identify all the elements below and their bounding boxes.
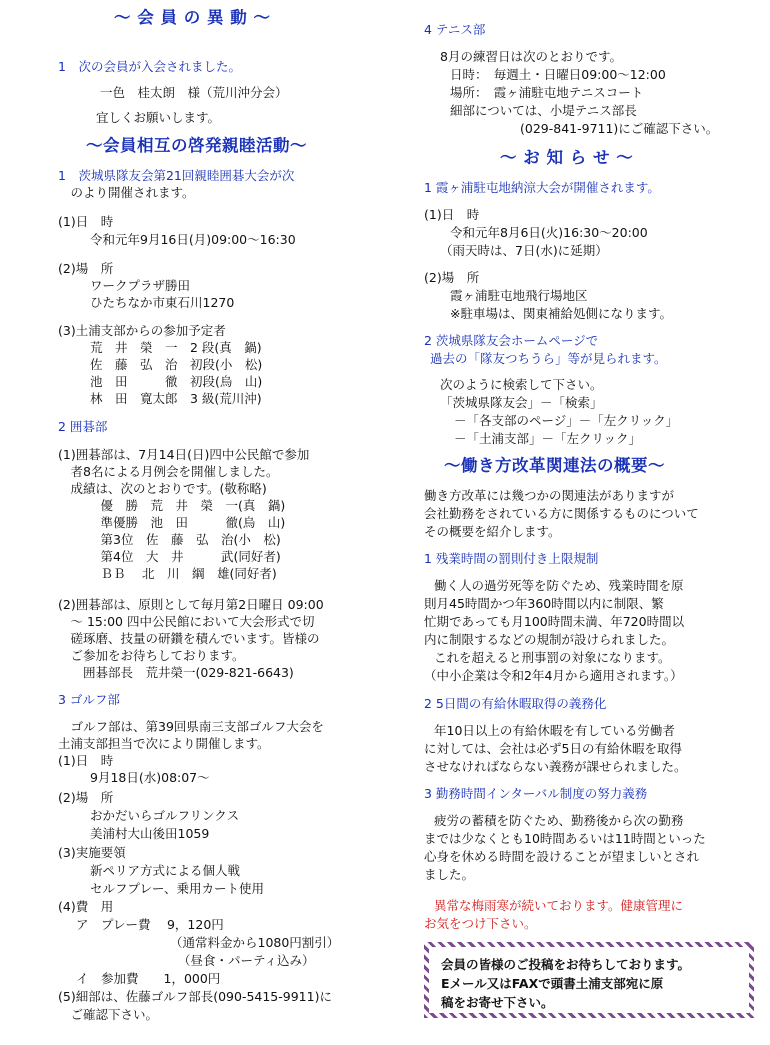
interval-text: 心身を休める時間を設けることが望ましいとされ	[424, 849, 700, 864]
label-datetime: (1)日 時	[58, 214, 114, 229]
overtime-text: 則月45時間かつ年360時間以内に制限、繁	[424, 596, 664, 611]
go-text: ～ 15:00 四中公民館において大会形式で切	[58, 614, 315, 629]
golf-procedure: 新ペリア方式による個人戦	[90, 863, 241, 878]
golf-discount-note: （通常料金から1080円割引）	[170, 935, 340, 950]
submission-text: 会員の皆様のご投稿をお待ちしております。	[441, 957, 691, 972]
interval-text: 疲労の蓄積を防ぐため、勤務後から次の勤務	[434, 813, 684, 828]
label-cost: (4)費 用	[58, 899, 114, 914]
go-text: 成績は、次のとおりです。(敬称略)	[58, 481, 267, 496]
label-place: (2)場 所	[424, 270, 480, 285]
participant: 林 田 寛太郎 3 級(荒川沖)	[90, 391, 262, 406]
go-text: 者8名による月例会を開催しました。	[58, 464, 279, 479]
result-row: 優 勝 荒 井 榮 一(真 鍋)	[88, 498, 286, 513]
festival-datetime: 令和元年8月6日(火)16:30～20:00	[450, 225, 648, 240]
item-paid-leave: 2 5日間の有給休暇取得の義務化	[424, 696, 607, 711]
go-text: (2)囲碁部は、原則として毎月第2日曜日 09:00	[58, 597, 324, 612]
go-datetime: 令和元年9月16日(月)09:00～16:30	[90, 232, 296, 247]
section-title-notices: ～ お 知 ら せ ～	[500, 148, 634, 167]
submission-text: 稿をお寄せ下さい。	[441, 995, 554, 1010]
go-club-leader: 囲碁部長 荒井榮一(029-821-6643)	[58, 665, 294, 680]
tennis-datetime: 日時： 毎週土・日曜日09:00～12:00	[450, 67, 666, 82]
item-go-tournament-cont: のより開催されます。	[58, 185, 195, 200]
golf-contact: (5)細部は、佐藤ゴルフ部長(090-5415-9911)に	[58, 989, 332, 1004]
participant: 荒 井 榮 一 2 段(真 鍋)	[90, 340, 262, 355]
reform-intro: 会社勤務をされている方に関係するものについて	[424, 506, 699, 521]
golf-place-name: おかだいらゴルフリンクス	[90, 808, 240, 823]
item-summer-festival: 1 霞ヶ浦駐屯地納涼大会が開催されます。	[424, 180, 660, 195]
go-place-name: ワークプラザ勝田	[90, 278, 191, 293]
festival-rain-note: （雨天時は、7日(水)に延期）	[440, 243, 608, 258]
interval-text: ました。	[424, 867, 475, 882]
label-place: (2)場 所	[58, 261, 114, 276]
go-text: ご参加をお待ちしております。	[58, 648, 245, 663]
participant: 佐 藤 弘 治 初段(小 松)	[90, 357, 263, 372]
label-procedure: (3)実施要領	[58, 845, 126, 860]
paid-leave-text: 年10日以上の有給休暇を有している労働者	[434, 723, 675, 738]
tennis-place: 場所： 霞ヶ浦駐屯地テニスコート	[450, 85, 644, 100]
golf-text: ゴルフ部は、第39回県南三支部ゴルフ大会を	[58, 719, 324, 734]
section-title-member-changes: ～ 会 員 の 異 動 ～	[114, 8, 271, 27]
label-datetime: (1)日 時	[424, 207, 480, 222]
paid-leave-text: させなければならない義務が課せられました。	[424, 759, 687, 774]
go-place-address: ひたちなか市東石川1270	[90, 295, 235, 310]
reform-intro: 働き方改革には幾つかの関連法がありますが	[424, 488, 675, 503]
item-homepage: 2 茨城県隊友会ホームページで	[424, 333, 599, 348]
participant: 池 田 徹 初段(烏 山)	[90, 374, 263, 389]
festival-place: 霞ヶ浦駐屯地飛行場地区	[450, 288, 588, 303]
golf-play-fee: ア プレー費 9，120円	[76, 917, 224, 932]
festival-parking-note: ※駐車場は、関東補給処側になります。	[450, 306, 672, 321]
overtime-text: 働く人の過労死等を防ぐため、残業時間を原	[434, 578, 684, 593]
tennis-contact: 細部については、小堤テニス部長	[450, 103, 637, 118]
item-new-member: 1 次の会員が入会されました。	[58, 59, 241, 74]
label-participants: (3)土浦支部からの参加予定者	[58, 323, 226, 338]
item-overtime-limit: 1 残業時間の罰則付き上限規制	[424, 551, 599, 566]
golf-entry-fee: イ 参加費 1，000円	[76, 971, 221, 986]
item-homepage-cont: 過去の「隊友つちうら」等が見られます。	[430, 351, 667, 366]
label-place: (2)場 所	[58, 790, 114, 805]
tennis-contact-phone: (029-841-9711)にご確認下さい。	[520, 121, 719, 136]
search-step: 「茨城県隊友会」－「検索」	[440, 395, 603, 410]
reform-intro: その概要を紹介します。	[424, 524, 561, 539]
section-title-work-reform: ～働き方改革関連法の概要～	[444, 456, 665, 475]
go-text: 磋琢磨、技量の研鑽を積んでいます。皆様の	[58, 631, 320, 646]
golf-datetime: 9月18日(水)08:07～	[90, 770, 210, 785]
golf-contact-cont: ご確認下さい。	[58, 1007, 159, 1022]
tennis-text: 8月の練習日は次のとおりです。	[440, 49, 622, 64]
section-title-activities: ～会員相互の啓発親睦活動～	[86, 136, 307, 155]
golf-place-address: 美浦村大山後田1059	[90, 826, 210, 841]
subsection-golf-club: 3 ゴルフ部	[58, 692, 120, 707]
greeting: 宜しくお願いします。	[96, 110, 221, 125]
new-member-name: 一色 桂太朗 様（荒川沖分会）	[100, 85, 288, 100]
submission-text: Eメール又はFAXで頭書土浦支部宛に原	[441, 976, 664, 991]
overtime-text: これを超えると刑事罰の対象になります。	[434, 650, 671, 665]
golf-meal-note: （昼食・パーティ込み）	[178, 953, 315, 968]
health-notice-cont: お気をつけ下さい。	[424, 916, 537, 931]
overtime-text: 忙期であっても月100時間未満、年720時間以	[424, 614, 685, 629]
item-work-interval: 3 勤務時間インターバル制度の努力義務	[424, 786, 648, 801]
result-row: 第4位 大 井 武(同好者)	[88, 549, 281, 564]
search-instructions: 次のように検索して下さい。	[440, 377, 603, 392]
search-step: －「土浦支部」－「左クリック」	[454, 431, 642, 446]
item-go-tournament: 1 茨城県隊友会第21回親睦囲碁大会が次	[58, 168, 295, 183]
health-notice: 異常な梅雨寒が続いております。健康管理に	[434, 898, 684, 913]
golf-procedure: セルフプレー、乗用カート使用	[90, 881, 265, 896]
result-row: ＢＢ 北 川 綱 雄(同好者)	[88, 566, 277, 581]
subsection-go-club: 2 囲碁部	[58, 419, 108, 434]
search-step: －「各支部のページ」－「左クリック」	[454, 413, 679, 428]
label-datetime: (1)日 時	[58, 753, 114, 768]
golf-text: 土浦支部担当で次により開催します。	[58, 736, 270, 751]
submission-notice-box	[424, 942, 754, 1018]
result-row: 第3位 佐 藤 弘 治(小 松)	[88, 532, 281, 547]
interval-text: までは少なくとも10時間あるいは11時間といった	[424, 831, 706, 846]
result-row: 準優勝 池 田 徹(烏 山)	[88, 515, 286, 530]
go-text: (1)囲碁部は、7月14日(日)四中公民館で参加	[58, 447, 310, 462]
overtime-text: 内に制限するなどの規制が設けられました。	[424, 632, 675, 647]
subsection-tennis-club: 4 テニス部	[424, 22, 486, 37]
overtime-sme-note: （中小企業は令和2年4月から適用されます。）	[424, 668, 683, 683]
paid-leave-text: に対しては、会社は必ず5日の有給休暇を取得	[424, 741, 682, 756]
